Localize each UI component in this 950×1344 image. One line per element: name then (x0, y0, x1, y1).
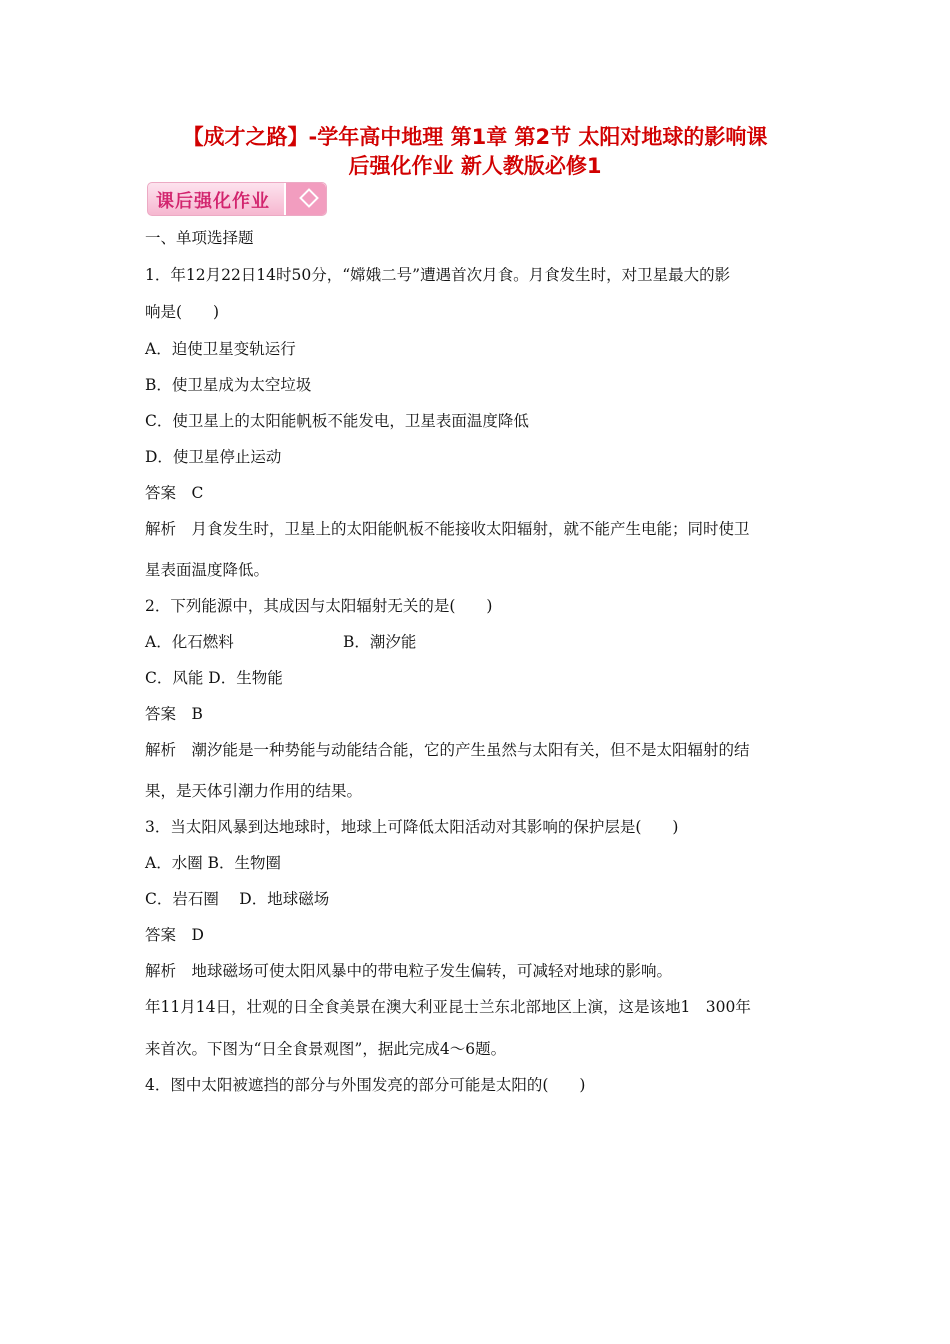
q1-option-b: B．使卫星成为太空垃圾 (145, 376, 312, 394)
q3-answer: 答案 D (145, 926, 204, 944)
homework-badge-label: 课后强化作业 (156, 191, 270, 212)
q1-analysis-line-2: 星表面温度降低。 (145, 561, 270, 579)
q1-answer: 答案 C (145, 484, 204, 502)
q1-option-c: C．使卫星上的太阳能帆板不能发电，卫星表面温度降低 (145, 412, 529, 430)
diamond-icon (299, 188, 319, 208)
q1-stem-line-2: 响是( ) (145, 303, 220, 321)
q3-stem: 3．当太阳风暴到达地球时，地球上可降低太阳活动对其影响的保护层是( ) (145, 818, 679, 836)
q1-option-d: D．使卫星停止运动 (145, 448, 282, 466)
q2-stem: 2．下列能源中，其成因与太阳辐射无关的是( ) (145, 597, 493, 615)
q2-analysis-line-2: 果，是天体引潮力作用的结果。 (145, 782, 363, 800)
badge-tab (284, 183, 326, 215)
intro-line-2: 来首次。下图为“日全食景观图”，据此完成4～6题。 (145, 1040, 507, 1058)
document-title-line-1: 【成才之路】-学年高中地理 第1章 第2节 太阳对地球的影响课 (182, 125, 768, 149)
q2-options-ab (145, 632, 805, 652)
q3-options-cd: C．岩石圈 D．地球磁场 (145, 890, 330, 908)
q2-options-cd: C．风能 D．生物能 (145, 669, 283, 687)
intro-line-1: 年11月14日，壮观的日全食美景在澳大利亚昆士兰东北部地区上演，这是该地1 300年 (145, 998, 751, 1016)
q3-analysis: 解析 地球磁场可使太阳风暴中的带电粒子发生偏转，可减轻对地球的影响。 (145, 962, 673, 980)
q2-option-a: A．化石燃料 (145, 633, 234, 651)
q2-analysis-line-1: 解析 潮汐能是一种势能与动能结合能，它的产生虽然与太阳有关，但不是太阳辐射的结 (145, 741, 750, 759)
homework-badge (147, 182, 327, 216)
q1-stem-line-1: 1．年12月22日14时50分，“嫦娥二号”遭遇首次月食。月食发生时，对卫星最大的影 (145, 266, 731, 284)
q1-option-a: A．迫使卫星变轨运行 (145, 340, 296, 358)
section-heading: 一、单项选择题 (145, 229, 254, 247)
q1-analysis-line-1: 解析 月食发生时，卫星上的太阳能帆板不能接收太阳辐射，就不能产生电能；同时使卫 (145, 520, 750, 538)
document-title-line-2: 后强化作业 新人教版必修1 (348, 154, 602, 178)
q4-stem: 4．图中太阳被遮挡的部分与外围发亮的部分可能是太阳的( ) (145, 1076, 586, 1094)
q2-option-b: B．潮汐能 (343, 633, 417, 651)
q2-answer: 答案 B (145, 705, 203, 723)
q3-options-ab: A．水圈 B．生物圈 (145, 854, 282, 872)
